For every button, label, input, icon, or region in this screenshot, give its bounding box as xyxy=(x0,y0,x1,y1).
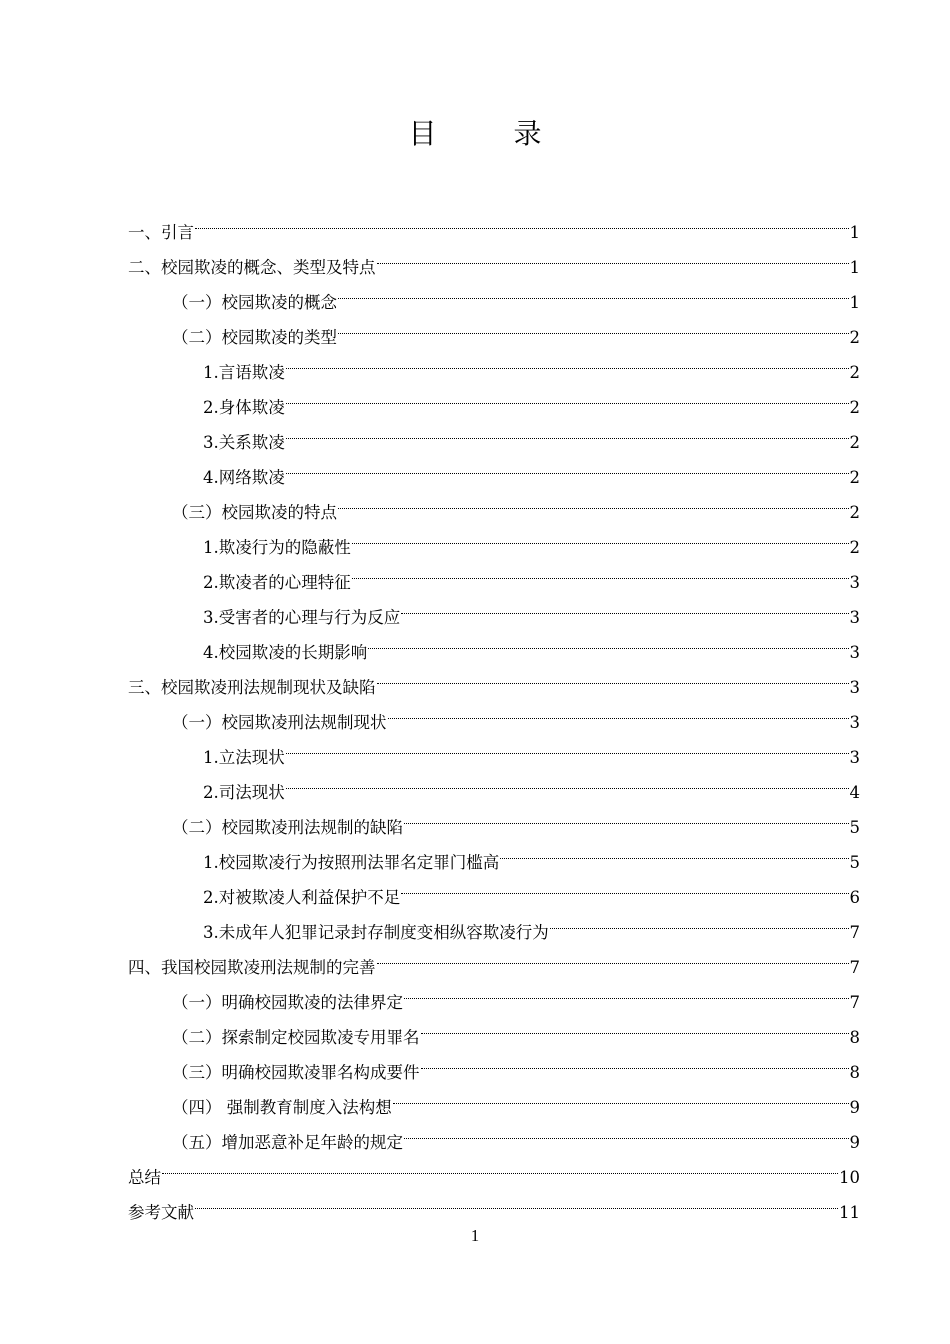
toc-entry-page: 11 xyxy=(839,1203,860,1222)
toc-entry-label: （三）明确校园欺凌罪名构成要件 xyxy=(172,1063,420,1082)
toc-leader-dots xyxy=(401,868,848,903)
toc-entry-label: 2.司法现状 xyxy=(203,783,285,802)
toc-entry-page: 7 xyxy=(849,923,860,942)
toc-entry-page: 2 xyxy=(849,363,860,382)
table-of-contents xyxy=(128,203,860,1222)
toc-entry-label: 总结 xyxy=(128,1168,161,1187)
toc-leader-dots xyxy=(404,798,849,833)
toc-entry-label: 3.未成年人犯罪记录封存制度变相纵容欺凌行为 xyxy=(203,923,549,942)
toc-leader-dots xyxy=(286,378,849,413)
toc-entry-page: 7 xyxy=(849,993,860,1012)
toc-entry-page: 8 xyxy=(849,1063,860,1082)
toc-entry-page: 9 xyxy=(849,1133,860,1152)
toc-entry-page: 2 xyxy=(849,398,860,417)
toc-entry-label: （二）校园欺凌刑法规制的缺陷 xyxy=(172,818,403,837)
toc-entry-label: 2.欺凌者的心理特征 xyxy=(203,573,351,592)
toc-entry-label: （三）校园欺凌的特点 xyxy=(172,503,337,522)
toc-leader-dots xyxy=(286,763,849,798)
toc-leader-dots xyxy=(286,413,849,448)
toc-entry[interactable] xyxy=(128,238,860,277)
toc-entry-label: 2.身体欺凌 xyxy=(203,398,285,417)
toc-entry-label: 3.关系欺凌 xyxy=(203,433,285,452)
toc-entry-page: 3 xyxy=(849,608,860,627)
toc-entry-label: 三、校园欺凌刑法规制现状及缺陷 xyxy=(128,678,376,697)
toc-entry-page: 3 xyxy=(849,678,860,697)
toc-entry-label: 1.立法现状 xyxy=(203,748,285,767)
toc-leader-dots xyxy=(162,1148,838,1183)
toc-entry-label: 四、我国校园欺凌刑法规制的完善 xyxy=(128,958,376,977)
toc-entry-label: （一）校园欺凌刑法规制现状 xyxy=(172,713,387,732)
toc-entry-page: 3 xyxy=(849,713,860,732)
toc-leader-dots xyxy=(338,483,849,518)
toc-entry-page: 4 xyxy=(849,783,860,802)
toc-leader-dots xyxy=(368,623,848,658)
toc-entry-label: 一、引言 xyxy=(128,223,194,242)
toc-entry-label: 1.言语欺凌 xyxy=(203,363,285,382)
toc-entry[interactable] xyxy=(128,1148,860,1187)
toc-entry-label: 1.欺凌行为的隐蔽性 xyxy=(203,538,351,557)
toc-entry[interactable] xyxy=(128,203,860,242)
toc-leader-dots xyxy=(500,833,848,868)
toc-leader-dots xyxy=(377,238,849,273)
toc-entry-page: 2 xyxy=(849,433,860,452)
toc-leader-dots xyxy=(388,693,849,728)
toc-leader-dots xyxy=(421,1043,849,1078)
toc-entry-label: 1.校园欺凌行为按照刑法罪名定罪门槛高 xyxy=(203,853,500,872)
toc-entry-page: 2 xyxy=(849,538,860,557)
toc-entry-page: 9 xyxy=(849,1098,860,1117)
toc-entry-label: （二）校园欺凌的类型 xyxy=(172,328,337,347)
toc-leader-dots xyxy=(421,1008,849,1043)
toc-entry-label: 二、校园欺凌的概念、类型及特点 xyxy=(128,258,376,277)
toc-entry[interactable] xyxy=(128,1183,860,1222)
toc-entry-page: 1 xyxy=(849,258,860,277)
toc-entry-page: 7 xyxy=(849,958,860,977)
toc-entry-label: 4.网络欺凌 xyxy=(203,468,285,487)
toc-entry-page: 2 xyxy=(849,468,860,487)
toc-entry-page: 3 xyxy=(849,573,860,592)
toc-entry-label: （二）探索制定校园欺凌专用罪名 xyxy=(172,1028,420,1047)
toc-entry-label: 2.对被欺凌人利益保护不足 xyxy=(203,888,401,907)
toc-leader-dots xyxy=(195,1183,838,1218)
toc-entry-page: 1 xyxy=(849,223,860,242)
toc-leader-dots xyxy=(404,1113,849,1148)
toc-leader-dots xyxy=(286,448,849,483)
page-number: 1 xyxy=(470,1226,480,1245)
toc-entry-page: 5 xyxy=(849,853,860,872)
toc-entry-page: 5 xyxy=(849,818,860,837)
toc-leader-dots xyxy=(195,203,849,238)
toc-leader-dots xyxy=(404,973,849,1008)
toc-entry-page: 3 xyxy=(849,643,860,662)
toc-entry-page: 3 xyxy=(849,748,860,767)
toc-entry-page: 2 xyxy=(849,328,860,347)
toc-entry-label: 3.受害者的心理与行为反应 xyxy=(203,608,401,627)
toc-leader-dots xyxy=(377,938,849,973)
toc-leader-dots xyxy=(401,588,848,623)
toc-entry-label: （五）增加恶意补足年龄的规定 xyxy=(172,1133,403,1152)
toc-leader-dots xyxy=(286,343,849,378)
toc-leader-dots xyxy=(286,728,849,763)
toc-entry-page: 2 xyxy=(849,503,860,522)
toc-entry-page: 1 xyxy=(849,293,860,312)
toc-leader-dots xyxy=(352,518,849,553)
toc-entry-page: 10 xyxy=(839,1168,860,1187)
toc-leader-dots xyxy=(377,658,849,693)
toc-leader-dots xyxy=(352,553,849,588)
toc-entry-label: （一）明确校园欺凌的法律界定 xyxy=(172,993,403,1012)
toc-leader-dots xyxy=(338,308,849,343)
toc-entry-label: 4.校园欺凌的长期影响 xyxy=(203,643,368,662)
toc-entry-page: 8 xyxy=(849,1028,860,1047)
toc-entry-page: 6 xyxy=(849,888,860,907)
toc-leader-dots xyxy=(550,903,849,938)
toc-entry-label: 参考文献 xyxy=(128,1203,194,1222)
toc-leader-dots xyxy=(338,273,849,308)
toc-entry-label: （一）校园欺凌的概念 xyxy=(172,293,337,312)
toc-title: 目 录 xyxy=(408,117,576,150)
toc-leader-dots xyxy=(393,1078,849,1113)
toc-entry-label: （四） 强制教育制度入法构想 xyxy=(172,1098,392,1117)
